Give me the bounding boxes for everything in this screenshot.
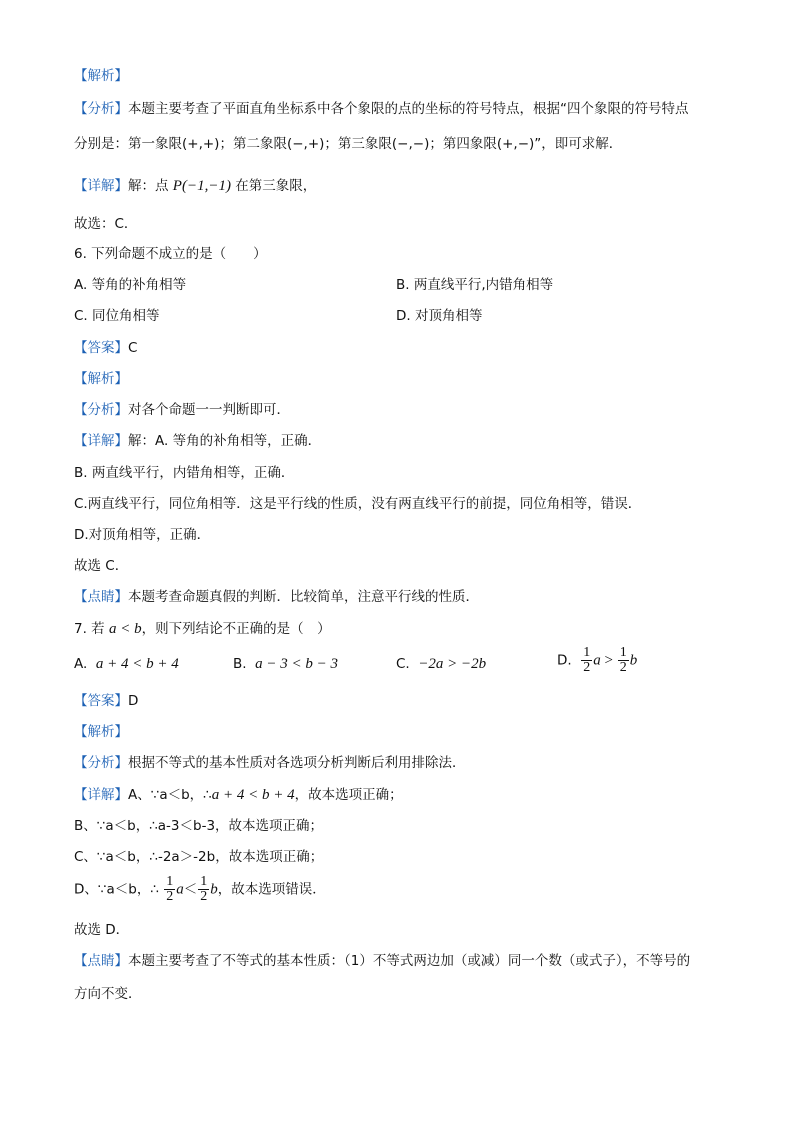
q6-detail-3: C.两直线平行，同位角相等．这是平行线的性质，没有两直线平行的前提，同位角相等，错误． <box>74 496 642 512</box>
q6-comment: 【点睛】本题考查命题真假的判断．比较简单，注意平行线的性质． <box>74 589 479 605</box>
question-6-stem: 6. 下列命题不成立的是（ ） <box>74 246 267 262</box>
q6-option-a: A. 等角的补角相等 <box>74 277 187 293</box>
q7-comment-2: 方向不变． <box>74 986 142 1002</box>
q7-answer: 【答案】D <box>74 693 139 709</box>
q6-detail-1: 【详解】解：A. 等角的补角相等，正确． <box>74 433 322 449</box>
fraction-half: $\frac{1}{2}$ <box>166 874 174 904</box>
analysis-line-cont: 分别是：第一象限(+,+)；第二象限(−,+)；第三象限(−,−)；第四象限(+,−)”，即可求解． <box>74 136 623 152</box>
q7-detail-a: 【详解】A、∵a＜b，∴a + 4 < b + 4，故本选项正确； <box>74 787 403 803</box>
analysis-line: 【分析】本题主要考查了平面直角坐标系中各个象限的点的坐标的符号特点，根据“四个象限的符号特点 <box>74 101 689 117</box>
q7-option-d: D. $\frac{1}{2}$ a > $\frac{1}{2}$ b <box>557 645 638 675</box>
q7-detail-c: C、∵a＜b，∴-2a＞-2b，故本选项正确； <box>74 849 324 865</box>
fraction-half: $\frac{1}{2}$ <box>583 645 591 675</box>
q7-option-b: B. a − 3 < b − 3 <box>233 656 339 672</box>
fraction-half: $\frac{1}{2}$ <box>200 874 208 904</box>
fraction-half: $\frac{1}{2}$ <box>619 645 627 675</box>
q7-option-a: A. a + 4 < b + 4 <box>74 656 179 672</box>
q6-answer: 【答案】C <box>74 340 138 356</box>
q7-detail-b: B、∵a＜b，∴a-3＜b-3，故本选项正确； <box>74 818 324 834</box>
q6-choose: 故选 C． <box>74 558 129 574</box>
q7-analysis-heading: 【解析】 <box>74 724 128 740</box>
q7-detail-d: D、∵a＜b，∴ $\frac{1}{2}$ a＜ $\frac{1}{2}$ b，故本选项错误． <box>74 874 326 904</box>
q6-detail-2: B. 两直线平行，内错角相等，正确． <box>74 465 295 481</box>
q6-analysis-heading: 【解析】 <box>74 371 128 387</box>
q6-option-d: D. 对顶角相等 <box>396 308 483 324</box>
q7-choose: 故选 D． <box>74 922 130 938</box>
detail-line: 【详解】解：点 P(−1,−1) 在第三象限， <box>74 178 317 194</box>
q6-option-c: C. 同位角相等 <box>74 308 160 324</box>
q6-option-b: B. 两直线平行,内错角相等 <box>396 277 554 293</box>
choose-line: 故选：C． <box>74 216 138 232</box>
q6-detail-4: D.对顶角相等，正确． <box>74 527 211 543</box>
q7-analysis: 【分析】根据不等式的基本性质对各选项分析判断后利用排除法． <box>74 755 466 771</box>
question-7-stem: 7. 若 a < b，则下列结论不正确的是（ ） <box>74 621 331 637</box>
q6-analysis: 【分析】对各个命题一一判断即可． <box>74 402 290 418</box>
analysis-heading: 【解析】 <box>74 68 128 84</box>
q7-comment-1: 【点睛】本题主要考查了不等式的基本性质：（1）不等式两边加（或减）同一个数（或式子），不等号的 <box>74 953 691 969</box>
q7-option-c: C. −2a > −2b <box>396 656 487 672</box>
